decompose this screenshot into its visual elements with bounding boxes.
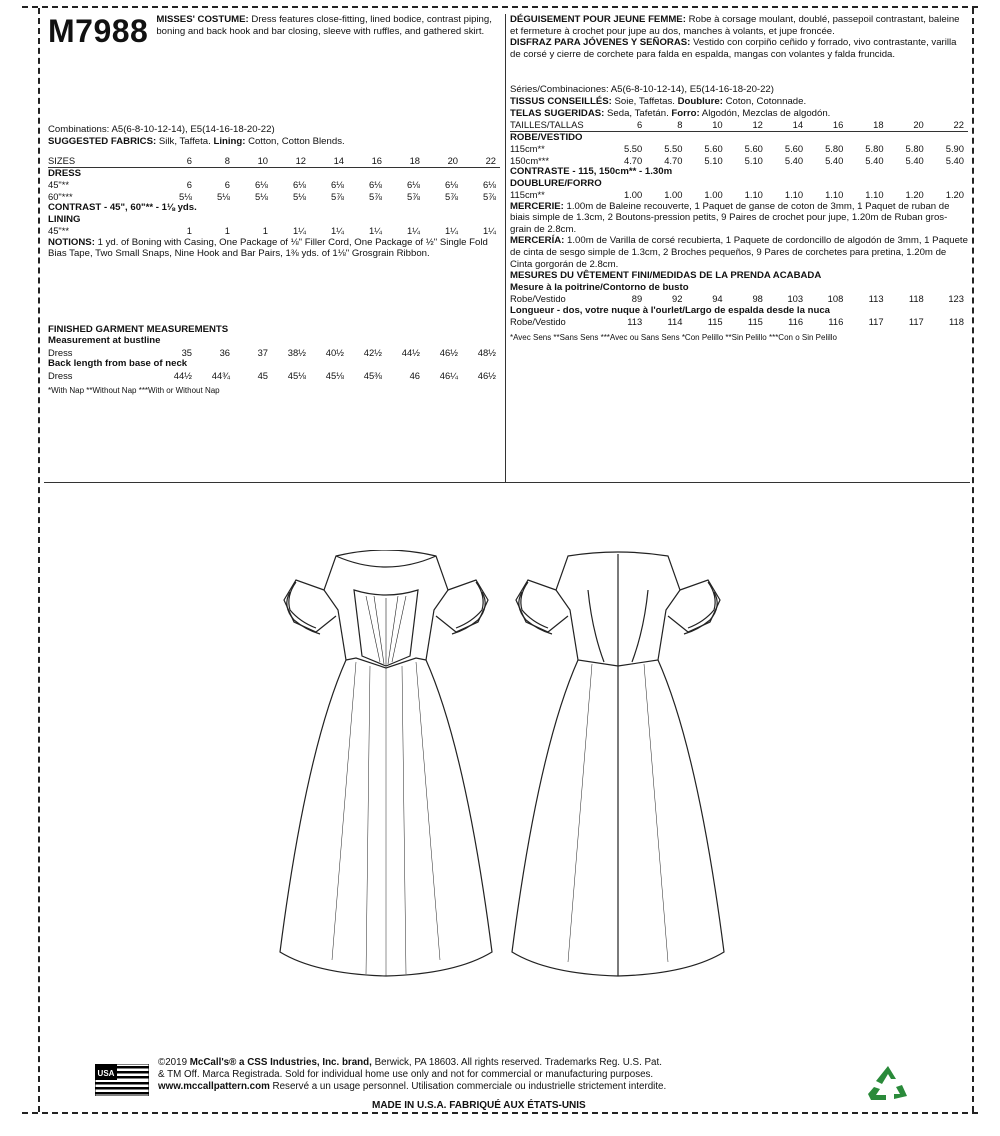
- bust-row: [48, 347, 500, 358]
- table-cell: 5⅞: [330, 190, 344, 202]
- table-cell: 5⅞: [444, 190, 458, 202]
- row-label: 60"***: [48, 190, 73, 202]
- row-label: 150cm***: [510, 154, 550, 166]
- table-cell: 1.10: [825, 189, 844, 201]
- table-cell: 1¼: [406, 225, 420, 237]
- table-cell: 6⅛: [368, 179, 382, 191]
- copyright-line-1: [158, 1057, 938, 1069]
- intro-block: [48, 14, 500, 76]
- left-ruffle: [287, 582, 320, 634]
- table-cell: 4.70: [664, 154, 683, 166]
- table-cell: 5⅛: [292, 190, 306, 202]
- doublure-heading: DOUBLURE/FORRO: [510, 177, 602, 189]
- sizes-row: [48, 155, 500, 167]
- right-ruffle: [452, 582, 485, 634]
- table-cell: 38½: [287, 346, 306, 358]
- table-cell: 5.60: [784, 143, 804, 155]
- size-cell: 10: [257, 155, 268, 167]
- flag-text: USA: [97, 1069, 115, 1078]
- table-cell: 5⅛: [216, 190, 230, 202]
- table-cell: 44¾: [211, 369, 230, 381]
- fabrics-value: Silk, Taffeta.: [158, 135, 211, 147]
- pattern-code: M7988: [48, 13, 149, 49]
- brand-name: McCall's® a CSS Industries, Inc. brand,: [189, 1057, 372, 1068]
- french-text: Robe à corsage moulant, doublé, passepoil contrastant, baleine et fermeture à crochet pour jupe au dos, manches à volants, et jupe froncée.: [510, 14, 960, 37]
- size-cell: 6: [637, 119, 643, 131]
- table-cell: 1.00: [623, 189, 643, 201]
- table-cell: 45⅛: [325, 369, 344, 381]
- table-cell: 44½: [173, 369, 192, 381]
- fabrics-label: SUGGESTED FABRICS:: [48, 135, 157, 147]
- table-cell: 5.10: [704, 154, 723, 166]
- lining-value: Cotton, Cotton Blends.: [248, 135, 345, 147]
- telas-label: TELAS SUGERIDAS:: [510, 107, 605, 119]
- table-cell: 5⅞: [482, 190, 496, 202]
- back-length-title: Back length from base of neck: [48, 358, 188, 370]
- table-cell: 1¼: [292, 225, 306, 237]
- row-label: 45"**: [48, 225, 70, 237]
- table-cell: 1.20: [945, 189, 964, 201]
- size-cell: 20: [447, 155, 458, 167]
- row-label: 115cm**: [510, 143, 545, 155]
- table-cell: 1.00: [664, 189, 683, 201]
- dress-front-illustration: [276, 550, 496, 990]
- row-label: 115cm**: [510, 189, 545, 201]
- copyright-line-3: [158, 1081, 938, 1093]
- robe-150-row: [510, 155, 968, 166]
- size-cell: 18: [873, 119, 884, 131]
- dress-back-illustration: [508, 550, 728, 990]
- poitrine-title: Mesure à la poitrine/Contorno de busto: [510, 281, 689, 293]
- tailles-row: [510, 119, 968, 131]
- lining-label: Lining:: [213, 135, 246, 147]
- table-cell: 1¼: [482, 225, 496, 237]
- table-cell: 5.80: [905, 143, 924, 155]
- table-cell: 116: [828, 316, 844, 328]
- footnote: *Avec Sens **Sans Sens ***Avec ou Sans Sens *Con Pelillo **Sin Pelillo ***Con o Sin Pelillo: [510, 332, 838, 342]
- mercerie-label: MERCERIE:: [510, 200, 564, 212]
- spanish-title: DISFRAZ PARA JÓVENES Y SEÑORAS:: [510, 37, 691, 49]
- cut-line-left: [38, 8, 40, 1112]
- size-cell: 8: [224, 155, 230, 167]
- dress-45-row: [48, 179, 500, 190]
- copyright-year: ©2019: [158, 1057, 188, 1068]
- table-cell: 103: [787, 293, 804, 305]
- longueur-row: [510, 316, 968, 327]
- contrast-line: CONTRAST - 45", 60"** - 1⅛ yds.: [48, 202, 197, 213]
- mercerie: [510, 201, 968, 236]
- merceria-label: MERCERÍA:: [510, 235, 565, 247]
- table-cell: 42½: [363, 346, 382, 358]
- robe-heading: ROBE/VESTIDO: [510, 131, 583, 143]
- sizes-label: TAILLES/TALLAS: [510, 119, 584, 131]
- copyright-text: Berwick, PA 18603. All rights reserved. Trademarks Reg. U.S. Pat.: [374, 1057, 662, 1068]
- table-cell: 5⅞: [406, 190, 420, 202]
- table-cell: 5⅞: [368, 190, 382, 202]
- table-cell: 116: [788, 316, 804, 328]
- size-cell: 14: [792, 119, 804, 131]
- boning-lines: [366, 596, 406, 666]
- row-label: Robe/Vestido: [510, 316, 566, 328]
- doublure-value: Coton, Cotonnade.: [725, 95, 807, 107]
- table-cell: 45: [257, 369, 268, 381]
- table-cell: 1¼: [330, 225, 344, 237]
- doublure-label: Doublure:: [677, 95, 723, 107]
- french-title: DÉGUISEMENT POUR JEUNE FEMME:: [510, 14, 686, 25]
- size-cell: 12: [752, 119, 763, 131]
- table-cell: 45⅜: [363, 369, 382, 381]
- copyright-line-2: & TM Off. Marca Registrada. Sold for individual home use only and not for commercial or manufacturing purposes.: [158, 1069, 654, 1080]
- table-cell: 5⅛: [254, 190, 268, 202]
- usa-flag-icon: [95, 1064, 149, 1096]
- english-column: [48, 14, 500, 397]
- intro-title: MISSES' COSTUME:: [156, 14, 249, 25]
- table-cell: 123: [948, 293, 964, 305]
- table-cell: 1¼: [444, 225, 458, 237]
- french-spanish-column: [510, 14, 968, 343]
- merceria-text: 1.00m de Varilla de corsé recubierta, 1 Paquete de cordoncillo de algodón de 3mm, 1 Paquete de cinta de sesgo simple de 1.3cm, 2 Broches pequeños, 9 Pares de corchetes para pretina, 1.20m de Cinta gorgorán de 2.8cm.: [510, 235, 968, 270]
- size-cell: 8: [677, 119, 683, 131]
- table-cell: 6⅛: [254, 179, 268, 191]
- size-cell: 20: [913, 119, 924, 131]
- table-cell: 1.10: [865, 189, 884, 201]
- telas-value: Seda, Tafetán.: [607, 107, 669, 119]
- notions-text: 1 yd. of Boning with Casing, One Package of ⅛" Filler Cord, One Package of ½" Single Fold Bias Tape, Two Small Snaps, Nine Hook and Bar Pairs, 1⅜ yds. of 1⅛" Grosgrain Ribbon.: [48, 236, 488, 260]
- table-cell: 5.40: [784, 154, 804, 166]
- tissus-label: TISSUS CONSEILLÉS:: [510, 95, 612, 107]
- table-cell: 117: [868, 316, 884, 328]
- table-cell: 1.00: [704, 189, 723, 201]
- cut-line-top: [22, 6, 978, 8]
- table-cell: 40½: [325, 346, 344, 358]
- table-cell: 5.50: [664, 143, 683, 155]
- table-cell: 45⅛: [287, 369, 306, 381]
- table-cell: 92: [672, 293, 683, 305]
- row-label: Robe/Vestido: [510, 293, 566, 305]
- table-cell: 1¼: [368, 225, 382, 237]
- french-intro: [510, 14, 968, 37]
- table-cell: 5⅛: [178, 190, 192, 202]
- size-cell: 16: [832, 119, 844, 131]
- table-cell: 113: [868, 293, 884, 305]
- table-cell: 94: [712, 293, 723, 305]
- table-cell: 1.10: [784, 189, 804, 201]
- section-divider: [44, 482, 970, 483]
- table-cell: 46½: [477, 369, 496, 381]
- fabrics-line: [48, 136, 500, 148]
- row-label: Dress: [48, 369, 73, 381]
- size-cell: 22: [953, 119, 964, 131]
- table-cell: 1: [224, 225, 230, 237]
- table-cell: 1: [186, 225, 192, 237]
- size-cell: 14: [333, 155, 344, 167]
- tissus-line: [510, 96, 968, 108]
- table-cell: 6⅛: [292, 179, 306, 191]
- doublure-115-row: [510, 189, 968, 200]
- table-cell: 5.40: [905, 154, 924, 166]
- table-cell: 5.50: [623, 143, 643, 155]
- table-cell: 6⅛: [406, 179, 420, 191]
- table-cell: 46: [409, 369, 420, 381]
- dress-60-row: [48, 191, 500, 202]
- notions: [48, 237, 500, 260]
- intro-text: Dress features close-fitting, lined bodice, contrast piping, boning and back hook and bar closing, sleeve with ruffles, and gathered skirt.: [156, 14, 492, 37]
- table-cell: 5.80: [825, 143, 844, 155]
- bustline-title: Measurement at bustline: [48, 335, 161, 347]
- table-cell: 35: [181, 346, 192, 358]
- left-ruffle: [519, 582, 552, 634]
- table-cell: 5.40: [825, 154, 844, 166]
- spanish-intro: [510, 37, 968, 60]
- poitrine-row: [510, 293, 968, 304]
- size-cell: 22: [485, 155, 496, 167]
- table-cell: 6⅛: [330, 179, 344, 191]
- tissus-value: Soie, Taffetas.: [614, 95, 675, 107]
- sizes-label: SIZES: [48, 155, 76, 167]
- table-cell: 5.80: [865, 143, 884, 155]
- table-cell: 5.40: [945, 154, 964, 166]
- forro-value: Algodón, Mezclas de algodón.: [701, 107, 831, 119]
- dress-heading: DRESS: [48, 167, 82, 179]
- table-cell: 6: [224, 179, 230, 191]
- mesures-title: MESURES DU VÊTEMENT FINI/MEDIDAS DE LA PRENDA ACABADA: [510, 270, 822, 282]
- table-cell: 5.10: [744, 154, 763, 166]
- table-cell: 36: [219, 346, 230, 358]
- table-cell: 108: [827, 293, 844, 305]
- table-cell: 37: [257, 346, 268, 358]
- table-cell: 48½: [477, 346, 496, 358]
- size-cell: 18: [409, 155, 420, 167]
- table-cell: 117: [908, 316, 924, 328]
- table-cell: 1.10: [744, 189, 763, 201]
- table-cell: 4.70: [623, 154, 643, 166]
- table-cell: 98: [752, 293, 763, 305]
- mercerie-text: 1.00m de Baleine recouverte, 1 Paquet de ganse de coton de 3mm, 1 Paquet de ruban de biais simple de 1.3cm, 2 Boutons-pression petits, 9 Paires de crochet pour jupe, 1.20m de Ruban gros-grain de 2.8cm.: [510, 200, 950, 235]
- made-in-usa: MADE IN U.S.A. FABRIQUÉ AUX ÉTATS-UNIS: [372, 1100, 586, 1111]
- table-cell: 46¼: [439, 369, 458, 381]
- table-cell: 5.90: [945, 143, 964, 155]
- contraste-line: CONTRASTE - 115, 150cm** - 1.30m: [510, 165, 673, 177]
- robe-115-row: [510, 143, 968, 154]
- size-cell: 16: [371, 155, 382, 167]
- skirt-gathers: [332, 662, 440, 976]
- copyright-text-fr: Reservé a un usage personnel. Utilisation commerciale ou industrielle strictement interdite.: [272, 1081, 667, 1092]
- table-cell: 89: [631, 293, 643, 305]
- copyright-block: [158, 1057, 938, 1093]
- size-cell: 12: [295, 155, 306, 167]
- telas-line: [510, 108, 968, 120]
- neckline: [336, 556, 436, 567]
- cut-line-bottom: [22, 1112, 978, 1114]
- longueur-title: Longueur - dos, votre nuque à l'ourlet/Largo de espalda desde la nuca: [510, 304, 830, 316]
- table-cell: 46½: [439, 346, 458, 358]
- website-link[interactable]: www.mccallpattern.com: [158, 1081, 270, 1092]
- table-cell: 6⅛: [482, 179, 496, 191]
- back-row: [48, 370, 500, 381]
- table-cell: 118: [908, 293, 924, 305]
- row-label: Dress: [48, 346, 73, 358]
- table-cell: 115: [747, 316, 763, 328]
- merceria: [510, 235, 968, 270]
- table-cell: 113: [627, 316, 643, 328]
- combinations: Combinations: A5(6-8-10-12-14), E5(14-16-18-20-22): [48, 124, 275, 135]
- table-cell: 5.60: [704, 143, 723, 155]
- recycle-icon: [866, 1063, 910, 1103]
- notions-label: NOTIONS:: [48, 236, 95, 248]
- right-ruffle: [684, 582, 717, 634]
- footnote: *With Nap **Without Nap ***With or Without Nap: [48, 386, 220, 396]
- table-cell: 44½: [401, 346, 420, 358]
- lining-45-row: [48, 225, 500, 236]
- column-divider: [505, 14, 506, 482]
- finished-measurements-title: FINISHED GARMENT MEASUREMENTS: [48, 323, 229, 335]
- table-cell: 118: [949, 316, 964, 328]
- table-cell: 1.20: [905, 189, 924, 201]
- forro-label: Forro:: [671, 107, 700, 119]
- table-cell: 115: [707, 316, 723, 328]
- table-cell: 5.40: [865, 154, 884, 166]
- table-cell: 1: [262, 225, 268, 237]
- table-cell: 6: [186, 179, 192, 191]
- lining-heading: LINING: [48, 213, 81, 225]
- row-label: 45"**: [48, 179, 70, 191]
- table-cell: 6⅛: [444, 179, 458, 191]
- series: Séries/Combinaciones: A5(6-8-10-12-14), E5(14-16-18-20-22): [510, 84, 774, 96]
- size-cell: 10: [712, 119, 723, 131]
- table-cell: 114: [667, 316, 683, 328]
- spanish-text: Vestido con corpiño ceñido y forrado, vivo contrastante, varilla de corsé y cierre de corchete para falda en espalda, mangas con volantes y falda fruncida.: [510, 37, 957, 60]
- cut-line-right: [972, 8, 974, 1112]
- table-cell: 5.60: [744, 143, 763, 155]
- size-cell: 6: [186, 155, 192, 167]
